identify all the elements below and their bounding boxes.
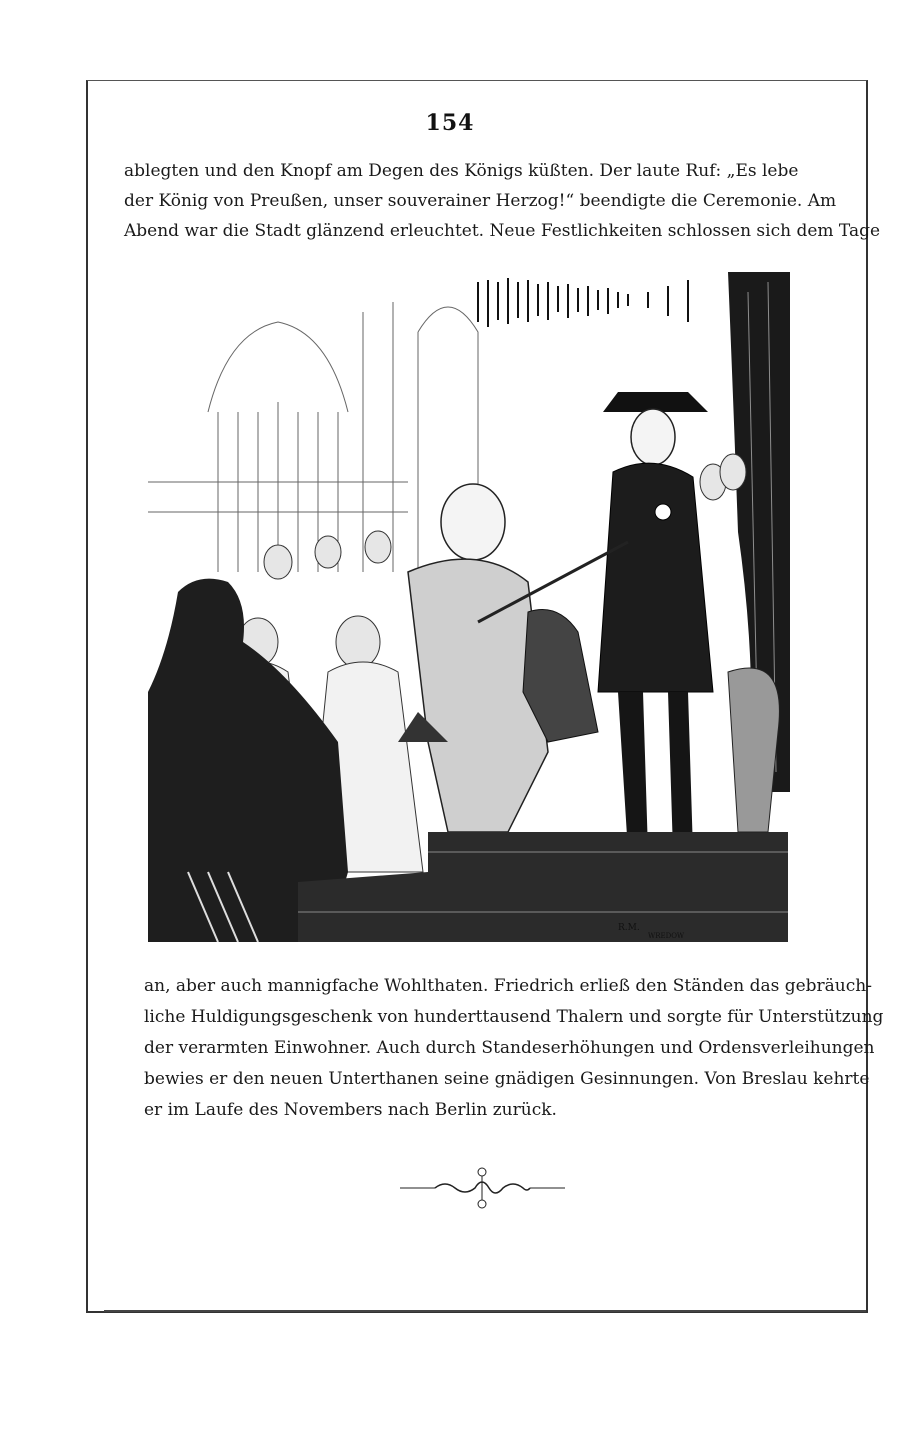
text-line: bewies er den neuen Unterthanen seine gnädigen Gesinnungen. Von Breslau kehrte: [144, 1069, 870, 1089]
text-line: ablegten und den Knopf am Degen des Königs küßten. Der laute Ruf: „Es lebe: [124, 161, 799, 181]
text-line: an, aber auch mannigfache Wohlthaten. Friedrich erließ den Ständen das gebräuch-: [144, 976, 872, 996]
text-line: der König von Preußen, unser souverainer Herzog!“ beendigte die Ceremonie. Am: [124, 191, 837, 211]
text-line: liche Huldigungsgeschenk von hunderttausend Thalern und sorgte für Unterstützung: [144, 1007, 884, 1027]
engraving-illustration: [148, 272, 790, 942]
engraver-credit: WREDOW: [648, 932, 685, 940]
frame-bottom-rule: [104, 1310, 866, 1312]
illustration-signature: R.M.: [618, 923, 640, 933]
text-line: der verarmten Einwohner. Auch durch Standeserhöhungen und Ordensverleihungen: [144, 1038, 875, 1058]
page-number: 154: [425, 110, 475, 136]
text-line: er im Laufe des Novembers nach Berlin zurück.: [144, 1100, 557, 1120]
decorative-ornament-icon: [395, 1162, 570, 1212]
text-line: Abend war die Stadt glänzend erleuchtet. Neue Festlichkeiten schlossen sich dem Tage: [124, 221, 881, 241]
